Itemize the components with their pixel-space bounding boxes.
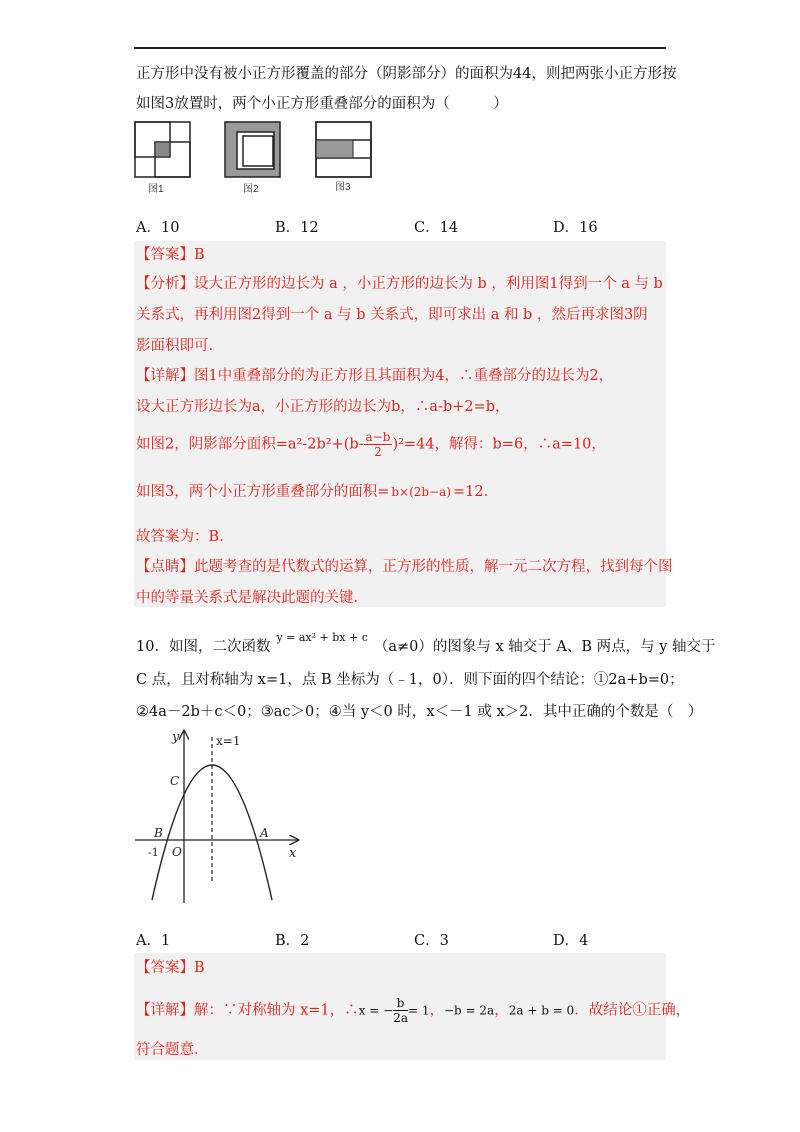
q9-analysis-line3: 影面积即可. xyxy=(136,338,214,354)
top-rule xyxy=(134,47,666,49)
minus-one-label: -1 xyxy=(148,846,159,859)
q9-stem-line2: 如图3放置时，两个小正方形重叠部分的面积为（ ） xyxy=(136,96,508,112)
q10-stem-line3: ②4a－2b＋c＜0；③ac＞0；④当 y＜0 时，x＜－1 或 x＞2．其中正确的个数是（ ） xyxy=(136,704,703,720)
q9-solution-block xyxy=(134,241,673,607)
fraction: $\frac{a-b}{2}$ xyxy=(365,430,391,459)
q9-detail-line3: 如图2，阴影部分面积=a²-2b²+(b- $\frac{a-b}{2}$ )²=44，解得：b=6，∴a=10， xyxy=(136,430,606,459)
q9-option-d: D．16 xyxy=(553,220,598,236)
y-axis-label: y xyxy=(172,730,180,745)
q10-stem-line2: C 点，且对称轴为 x=1，点 B 坐标为（﹣1，0）．则下面的四个结论：①2a+b=0； xyxy=(136,672,684,688)
point-b-label: B xyxy=(154,826,163,840)
q9-stem-line1: 正方形中没有被小正方形覆盖的部分（阴影部分）的面积为44，则把两张小正方形按 xyxy=(136,66,677,82)
q9-detail-line2: 设大正方形边长为a，小正方形的边长为b，∴a-b+2=b， xyxy=(136,399,510,415)
x-axis-label: x xyxy=(289,846,297,861)
q9-comment-line1: 【点睛】此题考查的是代数式的运算，正方形的性质，解一元二次方程，找到每个图 xyxy=(136,559,673,575)
q9-detail-line1: 【详解】图1中重叠部分的为正方形且其面积为4，∴重叠部分的边长为2， xyxy=(136,368,614,384)
q10-option-c: C．3 xyxy=(414,933,449,949)
q9-conclusion: 故答案为：B. xyxy=(136,529,224,545)
fraction: $\frac{b}{2a}$ xyxy=(393,996,408,1025)
figure-1-label: 图1 xyxy=(148,184,164,195)
comment-tag: 【点睛】 xyxy=(136,559,194,575)
figure-1 xyxy=(135,122,190,177)
point-c-label: C xyxy=(170,774,180,788)
q9-analysis-line1: 【分析】设大正方形的边长为 a ，小正方形的边长为 b ，利用图1得到一个 a 与 b xyxy=(136,276,663,292)
q9-option-c: C．14 xyxy=(414,220,459,236)
quadratic-formula: y = ax² + bx + c xyxy=(276,631,368,644)
q9-comment-line2: 中的等量关系式是解决此题的关键. xyxy=(136,590,359,606)
analysis-tag: 【分析】 xyxy=(136,276,194,292)
figure-3-label: 图3 xyxy=(335,182,351,193)
q10-option-a: A．1 xyxy=(136,933,171,949)
q9-figures xyxy=(130,118,390,198)
q9-detail-line4: 如图3，两个小正方形重叠部分的面积= b×(2b−a) =12. xyxy=(136,484,489,500)
q10-detail-line2: 符合题意. xyxy=(136,1042,199,1058)
detail-tag: 【详解】 xyxy=(136,1002,194,1019)
point-a-label: A xyxy=(260,826,269,840)
symmetry-axis-label: x=1 xyxy=(216,734,241,748)
q10-stem-line1: 10．如图，二次函数$^{y = ax^2 + bx + c}$（a≠0）的图象与 x 轴交于 A、B 两点，与 y 轴交于 xyxy=(136,631,716,655)
q10-detail-line1: 【详解】解：∵对称轴为 x=1，∴x = − $\frac{b}{2a}$ = 1，−b = 2a，2a + b = 0．故结论①正确， xyxy=(136,996,691,1025)
q9-option-b: B．12 xyxy=(275,220,319,236)
q10-option-d: D．4 xyxy=(553,933,589,949)
q9-answer: 【答案】B xyxy=(136,247,205,263)
q10-parabola-graph xyxy=(130,725,310,905)
q10-answer: 【答案】B xyxy=(136,960,205,976)
figure-2-label: 图2 xyxy=(243,184,259,195)
q9-analysis-line2: 关系式，再利用图2得到一个 a 与 b 关系式，即可求出 a 和 b ，然后再求图3阴 xyxy=(136,307,648,323)
fraction: b×(2b−a) xyxy=(391,485,451,499)
detail-tag: 【详解】 xyxy=(136,368,194,384)
figure-3 xyxy=(316,122,371,177)
q10-option-b: B．2 xyxy=(275,933,310,949)
q9-option-a: A．10 xyxy=(136,220,180,236)
figure-2 xyxy=(225,122,280,177)
origin-label: O xyxy=(172,845,182,859)
